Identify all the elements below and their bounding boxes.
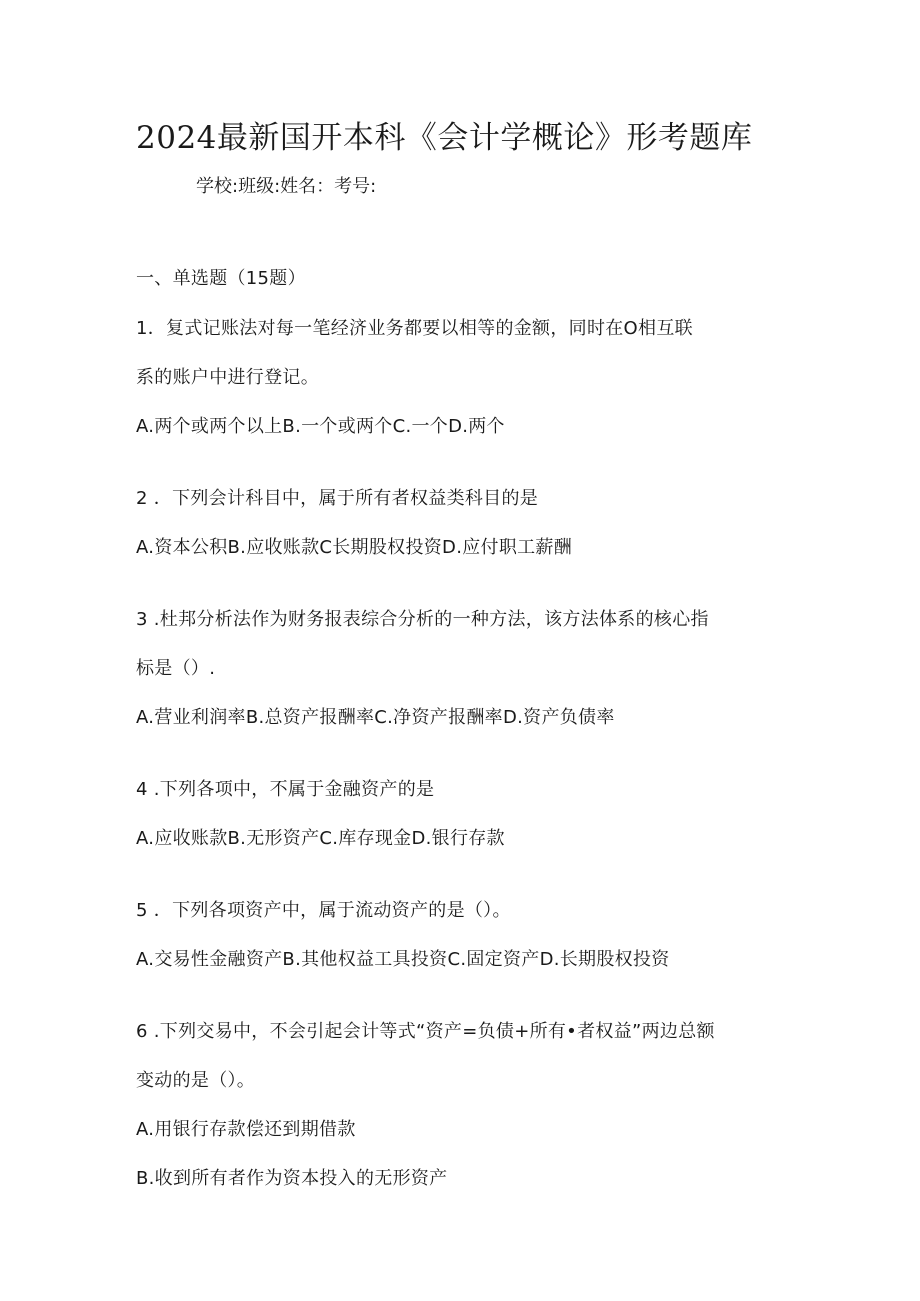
section-heading: 一、单选题（15题） xyxy=(136,268,306,289)
question-2-options: A.资本公积B.应收账款C长期股权投资D.应付职工薪酬 xyxy=(136,537,573,558)
question-5-stem-line-1: 5 ．下列各项资产中，属于流动资产的是（）。 xyxy=(136,900,511,921)
question-6-stem-line-1: 6 .下列交易中，不会引起会计等式“资产=负债+所有•者权益”两边总额 xyxy=(136,1021,715,1042)
question-6-option-a: A.用银行存款偿还到期借款 xyxy=(136,1119,356,1140)
question-4-options: A.应收账款B.无形资产C.库存现金D.银行存款 xyxy=(136,828,505,849)
question-3-options: A.营业利润率B.总资产报酬率C.净资产报酬率D.资产负债率 xyxy=(136,707,615,728)
question-4-stem-line-1: 4 .下列各项中，不属于金融资产的是 xyxy=(136,779,435,800)
question-1-stem-line-1: 1．复式记账法对每一笔经济业务都要以相等的金额，同时在O相互联 xyxy=(136,318,693,339)
question-1-stem-line-2: 系的账户中进行登记。 xyxy=(136,367,319,388)
question-5-options: A.交易性金融资产B.其他权益工具投资C.固定资产D.长期股权投资 xyxy=(136,949,670,970)
document-title: 2024最新国开本科《会计学概论》形考题库 xyxy=(136,120,753,156)
question-2-stem-line-1: 2 ．下列会计科目中，属于所有者权益类科目的是 xyxy=(136,488,539,509)
question-6-option-b: B.收到所有者作为资本投入的无形资产 xyxy=(136,1168,448,1189)
question-3-stem-line-2: 标是（）. xyxy=(136,658,216,679)
question-6-stem-line-2: 变动的是（）。 xyxy=(136,1070,256,1091)
question-1-options: A.两个或两个以上B.一个或两个C.一个D.两个 xyxy=(136,416,505,437)
question-3-stem-line-1: 3 .杜邦分析法作为财务报表综合分析的一种方法，该方法体系的核心指 xyxy=(136,609,709,630)
student-info-line: 学校:班级:姓名：考号: xyxy=(196,176,377,197)
